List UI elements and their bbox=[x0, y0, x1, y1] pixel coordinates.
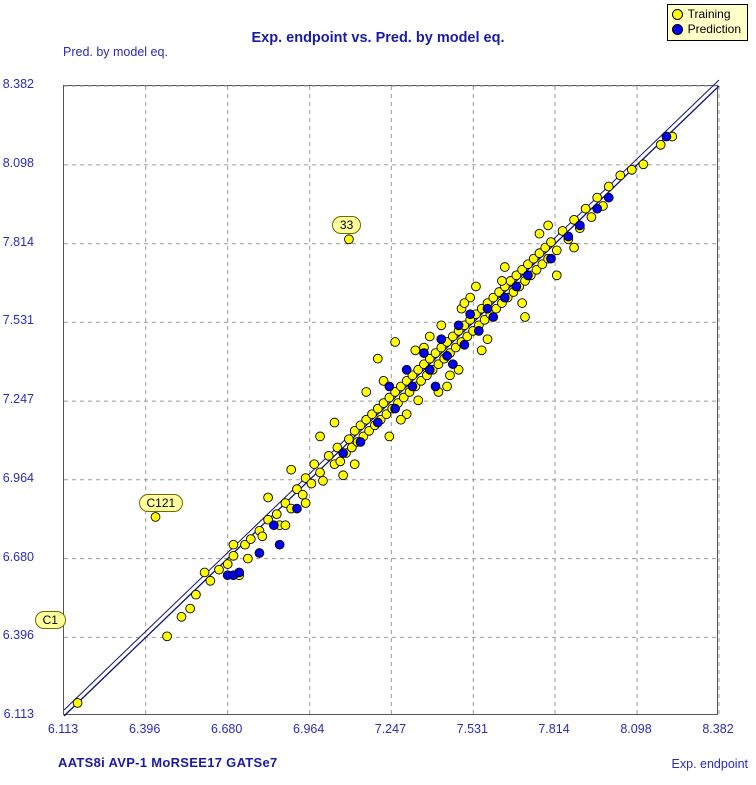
y-tick-label: 7.247 bbox=[2, 392, 34, 407]
x-tick-label: 6.113 bbox=[47, 722, 79, 736]
x-tick-label: 7.814 bbox=[538, 722, 570, 736]
x-tick-label: 6.680 bbox=[211, 722, 243, 736]
y-tick-label: 8.382 bbox=[2, 77, 34, 91]
x-tick-label: 8.098 bbox=[620, 722, 652, 736]
legend-item-training bbox=[672, 7, 741, 22]
descriptor-list: AATS8i AVP-1 MoRSEE17 GATSe7 bbox=[58, 755, 278, 770]
y-tick-label: 7.814 bbox=[2, 234, 34, 249]
y-tick-label: 6.964 bbox=[2, 470, 34, 485]
x-tick-label: 7.247 bbox=[374, 722, 407, 736]
chart-legend bbox=[667, 4, 748, 41]
y-tick-label: 6.396 bbox=[2, 628, 34, 643]
x-axis-label: Exp. endpoint bbox=[671, 757, 748, 771]
point-callout[interactable]: C121 bbox=[139, 494, 184, 512]
x-tick-label: 6.396 bbox=[129, 722, 161, 736]
x-tick-label: 8.382 bbox=[702, 722, 734, 736]
chart-title: Exp. endpoint vs. Pred. by model eq. bbox=[251, 30, 505, 46]
legend-label-prediction: Prediction bbox=[687, 22, 741, 36]
y-tick-label: 6.113 bbox=[3, 707, 34, 721]
plot-area bbox=[63, 85, 718, 715]
legend-label-training: Training bbox=[687, 7, 731, 21]
x-tick-label: 7.531 bbox=[456, 722, 488, 736]
x-tick-label: 6.964 bbox=[293, 722, 325, 736]
legend-swatch-prediction bbox=[672, 24, 683, 35]
point-callout[interactable]: 33 bbox=[332, 216, 361, 234]
legend-swatch-training bbox=[672, 9, 683, 20]
plot-canvas bbox=[64, 86, 719, 716]
y-tick-label: 6.680 bbox=[2, 549, 34, 564]
y-tick-label: 7.531 bbox=[2, 313, 34, 328]
point-callout[interactable]: C1 bbox=[35, 611, 66, 629]
y-axis-label: Pred. by model eq. bbox=[63, 45, 168, 59]
legend-item-prediction bbox=[672, 22, 741, 37]
y-tick-label: 8.098 bbox=[2, 155, 34, 170]
